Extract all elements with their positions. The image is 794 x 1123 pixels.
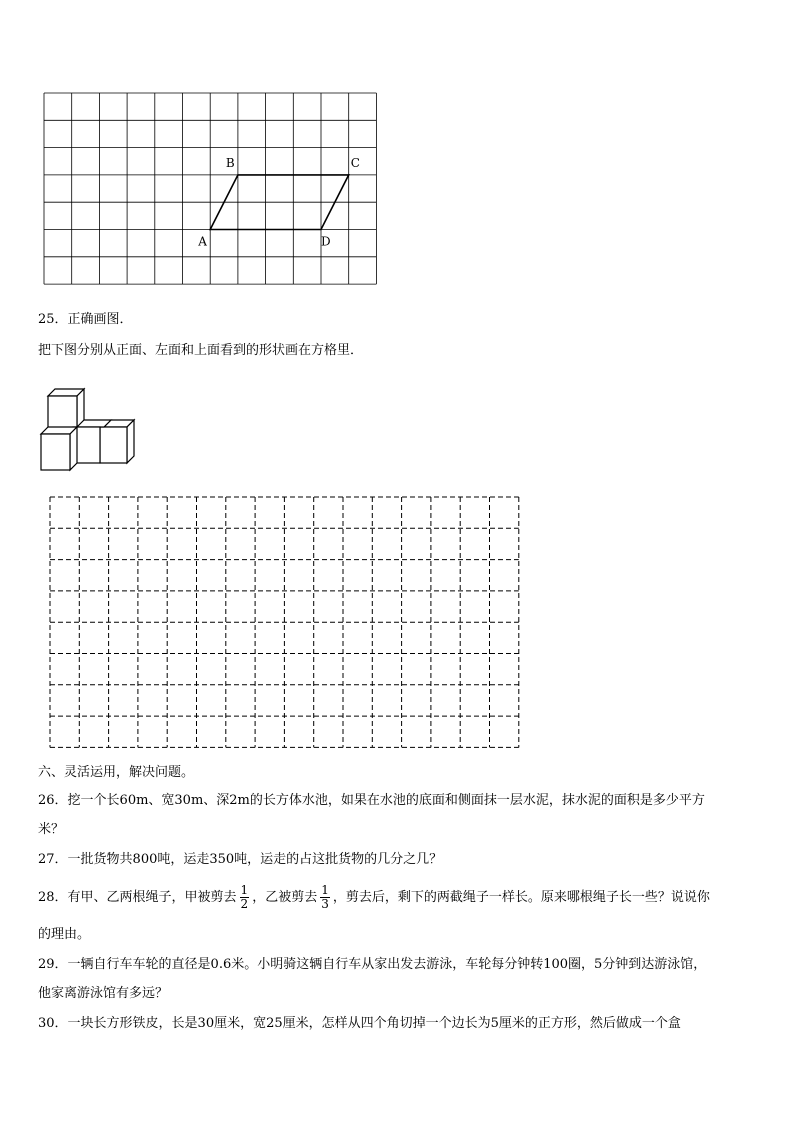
q26-line1: 26．挖一个长60m、宽30m、深2m的长方体水池，如果在水池的底面和侧面抹一层水泥，抹水泥的面积是多少平方 — [38, 793, 705, 808]
fraction-numerator: 1 — [240, 883, 249, 897]
q30: 30．一块长方形铁皮，长是30厘米，宽25厘米，怎样从四个角切掉一个边长为5厘米的正方形，然后做成一个盒 — [38, 1016, 681, 1031]
cube-front-face — [100, 427, 127, 463]
q26-line2: 米？ — [38, 822, 65, 837]
q28-text-2: ，乙被剪去 — [252, 890, 318, 905]
cube-front-face — [41, 434, 70, 470]
q25-instruction: 把下图分别从正面、左面和上面看到的形状画在方格里． — [38, 343, 364, 358]
section-six-heading: 六、灵活运用，解决问题。 — [38, 765, 195, 780]
cube-figure — [36, 383, 140, 478]
fraction-one-third — [320, 884, 330, 911]
q29-line1: 29．一辆自行车车轮的直径是0.6米。小明骑这辆自行车从家出发去游泳，车轮每分钟转100圈，5分钟到达游泳馆， — [38, 957, 707, 972]
cube-side-face — [127, 420, 134, 463]
vertex-label-a: A — [198, 234, 207, 249]
cube-side-face — [70, 427, 77, 470]
q29-line2: 他家离游泳馆有多远？ — [38, 986, 169, 1001]
grid-figure — [30, 86, 390, 291]
square-grid — [44, 93, 376, 284]
fraction-denominator: 3 — [321, 897, 329, 911]
q28-line2: 的理由。 — [38, 927, 91, 942]
q27: 27．一批货物共800吨，运走350吨，运走的占这批货物的几分之几？ — [38, 852, 443, 867]
vertex-label-b: B — [225, 155, 235, 170]
q28-text-3: ，剪去后，剩下的两截绳子一样长。原来哪根绳子长一些？说说你 — [332, 890, 710, 905]
fraction-denominator: 2 — [240, 897, 249, 911]
q25-title: 25．正确画图． — [38, 312, 133, 327]
fraction-one-half — [240, 884, 250, 911]
vertex-label-d: D — [321, 234, 331, 249]
fraction-numerator: 1 — [321, 883, 329, 897]
q28-line1 — [38, 878, 710, 918]
dashed-grid — [46, 493, 524, 751]
q28-text-1: 28．有甲、乙两根绳子，甲被剪去 — [38, 890, 237, 905]
vertex-label-c: C — [350, 155, 360, 170]
cube-front-face — [48, 396, 77, 431]
